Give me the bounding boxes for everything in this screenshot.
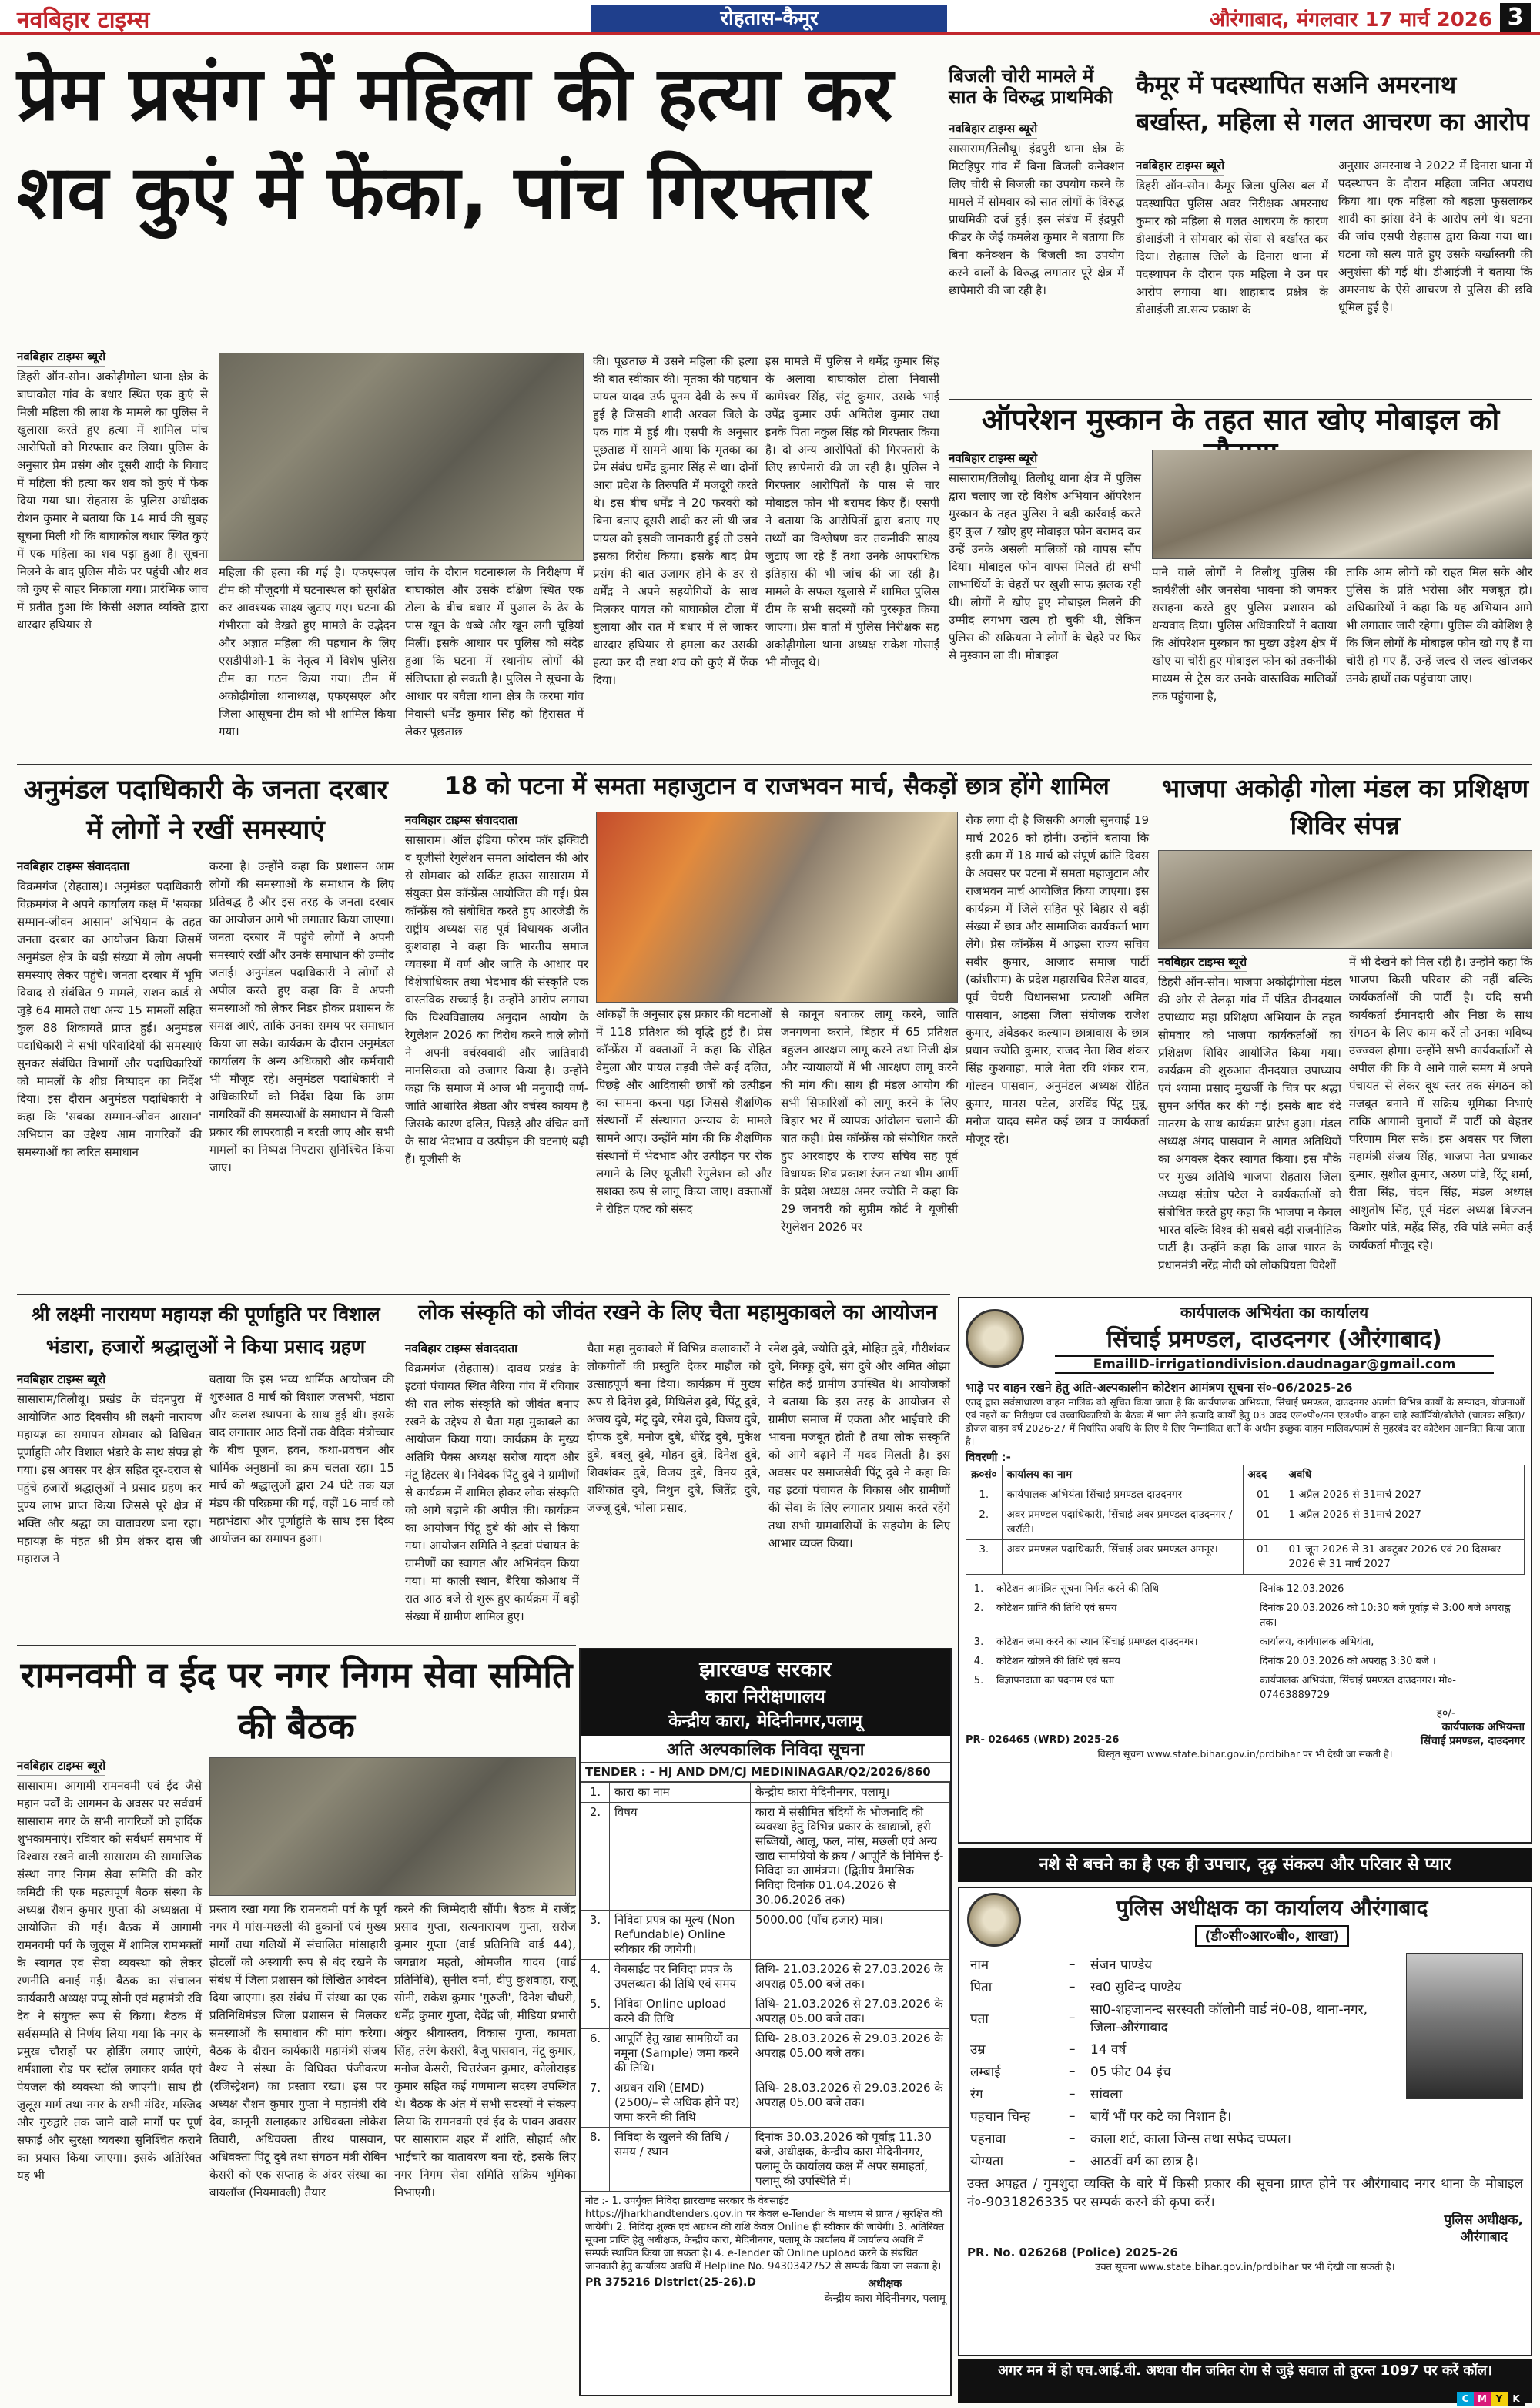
date-value: दिनांक 20.03.2026 को 10:30 बजे पूर्वाह्न से 3:00 बजे अपराह्न तक। — [1260, 1603, 1511, 1629]
kaimur-byline: नवबिहार टाइम्स ब्यूरो — [1136, 157, 1224, 176]
irrigation-dates-table — [966, 1579, 1525, 1705]
row-value: तिथि- 28.03.2026 से 29.03.2026 के अपराह्न 05.00 बजे तक। — [751, 2078, 950, 2128]
lead-column-2: महिला की हत्या की गई है। एफएसएल टीम की मौजूदगी में घटनास्थल को सुरक्षित कर आवश्यक साक्ष्य जुटाए गए। घटना की गंभीरता को देखते हुए मामले के उद्भेदन और अज्ञात महिला की पहचान के लिए एसडीपीओ-1 के नेतृत्व में विशेष पुलिस टीम का गठन किया गया। टीम में अकोढ़ीगोला थानाध्यक्ष, एफएसएल और जिला आसूचना टीम को भी शामिल किया गया। — [219, 565, 396, 738]
anumandal-column-1 — [17, 858, 202, 1289]
cmyk-strip — [1457, 2390, 1531, 2406]
table-row — [581, 1960, 950, 1994]
newspaper-brand: नवबिहार टाइम्स — [17, 7, 150, 34]
patna-headline: 18 को पटना में समता महाजुटान व राजभवन मार्च, सैकड़ों छात्र होंगे शामिल — [444, 772, 1110, 800]
police-subtitle: (डी०सी०आर०बी०, शाखा) — [1195, 1925, 1348, 1947]
column-header: अदद — [1243, 1465, 1284, 1485]
police-sign-title: पुलिस अधीक्षक, — [1444, 2212, 1523, 2228]
table-row — [581, 2078, 950, 2128]
detail-label: लम्बाई — [970, 2065, 1001, 2080]
table-row — [967, 2127, 1400, 2149]
muskan-column-3: ताकि आम लोगों को राहत मिल सके और पुलिस के प्रति भरोसा और मजबूत हो। अधिकारियों ने कहा कि यह अभियान आगे भी लगातार जारी रहेगा। पुलिस की कोशिश है कि जिन लोगों के मोबाइल फोन खो गए हैं या चोरी हो गए हैं, उन्हें जल्द से जल्द खोजकर उनके हाथों तक पहुंचाया जाए। — [1346, 565, 1532, 685]
anumandal-text-1: विक्रमगंज (रोहतास)। अनुमंडल पदाधिकारी विक्रमगंज ने अपने कार्यालय कक्ष में 'सबका सम्मान-जीवन आसान' अभियान के तहत जनता दरबार का आयोजन किया जिसमें अनुमंडल क्षेत्र के बड़ी संख्या में लोग अपनी समस्याएं लेकर पहुंचे। जनता दरबार में भूमि विवाद से संबंधित 9 मामले, राशन कार्ड से जुड़े 64 मामले तथा अन्य 15 मामलों सहित कुल 88 शिकायतें प्राप्त हुईं। अनुमंडल पदाधिकारी ने सभी परिवादियों की समस्याएं सुनकर संबंधित विभागों और पदाधिकारियों को मामलों के शीघ्र निष्पादन का निर्देश दिया। इस दौरान अनुमंडल पदाधिकारी ने कहा कि 'सबका सम्मान-जीवन आसान' अभियान का उद्देश्य आम नागरिकों की समस्याओं का त्वरित समाधान — [17, 879, 202, 1159]
row-number: 1. — [966, 1485, 1003, 1505]
irrigation-title: सिंचाई प्रमण्डल, दाउदनगर (औरंगाबाद) — [1106, 1326, 1442, 1353]
row-value: तिथि- 28.03.2026 से 29.03.2026 के अपराह्न 05.00 बजे तक। — [751, 2029, 950, 2078]
jharkhand-gov-title: झारखण्ड सरकार — [699, 1656, 832, 1682]
police-details-table — [967, 1953, 1400, 2172]
date-label: कोटेशन जमा करने का स्थान सिंचाई प्रमण्डल दाउदनगर। — [996, 1636, 1198, 1648]
lead-column-4: की। पूछताछ में उसने महिला की हत्या की बात स्वीकार की। मृतका की पहचान पायल यादव उर्फ पूनम देवी के रूप में हुई है जिसकी शादी अरवल जिले के एक गांव में हुई थी। एसपी के अनुसार पूछताछ में सामने आया कि मृतका का प्रेम संबंध धर्मेंद्र कुमार सिंह से था। दोनों आरा प्रदेश के तिरुपति में मजदूरी करते थे। इस बीच धर्मेंद्र ने 20 फरवरी को बिना बताए दूसरी शादी कर ली थी जब पायल को इसकी जानकारी हुई तो उसने इसका विरोध किया। इसके बाद प्रेम प्रसंग की बात उजागर होने के डर से धर्मेंद्र ने अपने सहयोगियों के साथ मिलकर पायल को बाघाकोल टोला में बुलाया और रात में बधार में ले जाकर धारदार हथियार से हमला कर उसकी हत्या कर दी तथा शव को कुएं में फेंक दिया। — [593, 354, 758, 687]
police-details — [967, 1953, 1523, 2172]
patna-column-2: आंकड़ों के अनुसार इस प्रकार की घटनाओं में 118 प्रतिशत की वृद्धि हुई है। प्रेस कॉन्फ्रेंस में वक्ताओं ने कहा कि रोहित वेमुला और पायल तड़वी जैसे कई दलित, पिछड़े और आदिवासी छात्रों को उत्पीड़न का सामना करना पड़ा जिससे शैक्षणिक संस्थानों में संस्थागत अन्याय के मामले सामने आए। उन्होंने मांग की कि शैक्षणिक संस्थानों में भेदभाव और उत्पीड़न पर रोक लगाने के लिए यूजीसी रेगुलेशन को और सशक्त रूप से लागू किया जाए। वक्ताओं ने रोहित एक्ट को संसद — [596, 1007, 772, 1216]
table-row — [966, 1652, 1525, 1671]
cmyk-y: Y — [1491, 2392, 1508, 2406]
muskan-column-1 — [949, 450, 1141, 761]
separator: – — [1069, 2085, 1076, 2102]
nigam-column-3: करने की जिम्मेदारी सौंपी। बैठक में राजेंद्र प्रसाद गुप्ता, सत्यनारायण गुप्ता, सरोज कुमार गुप्ता (वार्ड प्रतिनिधि वार्ड 44), जगन्नाथ महतो, ओमजीत यादव (वार्ड प्रतिनिधि), सुनील वर्मा, दीपु कुशवाहा, राजू सोनी, राकेश कुमार 'गुरुजी', दिनेश चौधरी, धर्मेंद्र कुमार गुप्ता, देवेंद्र जी, मीडिया प्रभारी अंकुर श्रीवास्तव, विकास गुप्ता, कामता सिंह, तरंग केसरी, बैजू पासवान, मंटू कुमार, मनोज केसरी, चित्तरंजन कुमार, कोलोराइड कुमार सहित कई गणमान्य सदस्य उपस्थित थे। बैठक के अंत में सभी सदस्यों ने संकल्प लिया कि रामनवमी एवं ईद के पावन अवसर पर सासाराम शहर में शांति, सौहार्द और भाईचारे का वातावरण बना रहे, इसके लिए नगर निगम सेवा समिति सक्रिय भूमिका निभाएगी। — [394, 1902, 576, 2199]
bjp-text-1: डिहरी ऑन-सोन। भाजपा अकोढ़ीगोला मंडल की ओर से तेलढ़ा गांव में पंडित दीनदयाल उपाध्याय महा प्रशिक्षण अभियान के तहत सोमवार को भाजपा कार्यकर्ताओं का प्रशिक्षण शिविर आयोजित किया गया। कार्यक्रम की शुरुआत दीनदयाल उपाध्याय एवं श्यामा प्रसाद मुखर्जी के चित्र पर श्रद्धा सुमन अर्पित कर की गई। इसके बाद वंदे मातरम के साथ कार्यक्रम प्रारंभ हुआ। मंडल अध्यक्ष अंगद पासवान ने आगत अतिथियों का अंगवस्त्र देकर स्वागत किया। इस मौके पर मुख्य अतिथि भाजपा रोहतास जिला अध्यक्ष संतोष पटेल ने कार्यकर्ताओं को संबोधित करते हुए कहा कि भाजपा न केवल भारत बल्कि विश्व की सबसे बड़ी राजनीतिक पार्टी है। उन्होंने कहा कि आज भारत के प्रधानमंत्री नरेंद्र मोदी को लोकप्रियता विदेशों — [1158, 975, 1341, 1272]
row-value: कारा में संसीमित बंदियों के भोजनादि की व्यवस्था हेतु विभिन्न प्रकार के खाद्यान्नों, हरी सब्जियों, आलू, फल, मांस, मछली एवं अन्य खाद्य सामग्रियों के क्रय / आपूर्ति के निमित्त ई-निविदा का आमंत्रण। (द्वितीय त्रैमासिक निविदा दिनांक 01.04.2026 से 30.06.2026 तक) — [751, 1803, 950, 1911]
row-label: कारा का नाम — [610, 1783, 751, 1803]
jharkhand-dept: कारा निरीक्षणालय — [705, 1686, 825, 1707]
divider — [17, 764, 1532, 765]
detail-label: पहनावा — [970, 2132, 1006, 2147]
separator: – — [1069, 2152, 1076, 2169]
bjp-photo — [1158, 850, 1532, 949]
muskan-photo — [1152, 450, 1532, 559]
row-value: दिनांक 30.03.2026 को पूर्वाह्न 11.30 बजे, अधीक्षक, केन्द्रीय कारा मेदिनीनगर, पलामू के कार्यालय कक्ष में अपर समाहर्ता, पलामू की उपस्थिति में। — [751, 2128, 950, 2192]
detail-value: 14 वर्ष — [1090, 2042, 1127, 2058]
irrigation-table-head: विवरणी :- — [966, 1450, 1011, 1464]
police-pr-number: PR. No. 026268 (Police) 2025-26 — [967, 2246, 1178, 2259]
bijli-byline: नवबिहार टाइम्स ब्यूरो — [949, 120, 1037, 139]
detail-label: उम्र — [970, 2042, 986, 2058]
separator: – — [1069, 2041, 1076, 2057]
bhandara-headline: श्री लक्ष्मी नारायण महायज्ञ की पूर्णाहुति पर विशाल भंडारा, हजारों श्रद्धालुओं ने किया प्रसाद ग्रहण — [31, 1303, 380, 1358]
period: 1 अप्रैल 2026 से 31मार्च 2027 — [1284, 1485, 1524, 1505]
patna-column-4: रोक लगा दी है जिसकी अगली सुनवाई 19 मार्च 2026 को होनी। उन्होंने बताया कि इसी क्रम में 18 मार्च को संपूर्ण क्रांति दिवस के अवसर पर पटना में समता महाजुटान और राजभवन मार्च आयोजित किया जाएगा। इस कार्यक्रम में जिले सहित पूरे बिहार से बड़ी संख्या में छात्र और सामाजिक कार्यकर्ता भाग लेंगे। प्रेस कॉन्फ्रेंस में आइसा राज्य सचिव सबीर कुमार, आजाद समाज पार्टी (कांशीराम) के प्रदेश महासचिव रितेश यादव, पूर्व चेयरी विधानसभा प्रत्याशी अमित पासवान, आइसा जिला संयोजक राजेश कुमार, अंबेडकर कल्याण छात्रावास के छात्र प्रधान ज्योति कुमार, राजद नेता शिव शंकर सिंह कुशवाहा, माले नेता रवि शंकर राम, गोल्डन पासवान, अनुमंडल अध्यक्ष रोहित कुमार, मानस पटेल, अरविंद पिंटू मुन्नू, मनोज यादव समेत कई छात्र व कार्यकर्ता मौजूद रहे। — [966, 813, 1149, 1146]
masthead — [0, 0, 1540, 35]
detail-value: संजन पाण्डेय — [1090, 1958, 1153, 1973]
separator: – — [1069, 1956, 1076, 1972]
row-number: 4. — [581, 1960, 610, 1994]
irrigation-intro: एतद् द्वारा सर्वसाधारण वाहन मालिक को सूचित किया जाता है कि कार्यपालक अभियंता, सिंचाई प्रमण्डल, दाउदनगर अंतर्गत विभिन्न कार्यों के सम्पादन, योजनाओं एवं नहरों का निरीक्षण एवं उच्चाधिकारियों के बैठक में भाग लेने इत्यादि कार्यों हेतु 03 अदद एल०पी०/नन एल०पी० वाहन चाहे स्कॉर्पियो/बोलेरो (चालक सहित)/डीजल वाहन वर्ष 2026-27 में निर्धारित अवधि के लिए ये लिए निम्नांकित शर्तों के अधीन इच्छुक वाहन मालिक/फार्म से मुहरबंद दर कोटेशन आमंत्रित किया जाता है। — [966, 1396, 1525, 1447]
table-row — [966, 1579, 1525, 1599]
row-number: 7. — [581, 2078, 610, 2128]
irrigation-office-line: कार्यपालक अभियंता का कार्यालय — [1180, 1303, 1369, 1321]
bjp-column-1 — [1158, 953, 1341, 1289]
police-url: उक्त सूचना www.state.bihar.gov.in/prdbihar पर भी देखी जा सकती है। — [1095, 2262, 1395, 2273]
patna-text-1: सासाराम। ऑल इंडिया फोरम फॉर इक्विटी व यूजीसी रेगुलेशन समता आंदोलन की ओर से सोमवार को सर्किट हाउस सासाराम में संयुक्त प्रेस कॉन्फ्रेंस आयोजित की गई। प्रेस कॉन्फ्रेंस को संबोधित करते हुए आरजेडी के राष्ट्रीय अध्यक्ष सह पूर्व विधायक अजीत कुशवाहा ने कहा कि भारतीय समाज व्यवस्था में वर्ण और जाति के आधार पर विशेषाधिकार तथा भेदभाव की संस्कृति एक वास्तविक सच्चाई है। उन्होंने आरोप लगाया कि विश्वविद्यालय अनुदान आयोग के रेगुलेशन 2026 का विरोध करने वाले लोगों ने अपनी वर्चस्ववादी और जातिवादी मानसिकता को उजागर किया है। उन्होंने कहा कि समाज में आज भी मनुवादी वर्ण-जाति आधारित श्रेष्ठता और वर्चस्व कायम है जिसके कारण दलित, पिछड़े और वंचित वर्गों के साथ भेदभाव व उत्पीड़न की घटनाएं बढ़ी हैं। यूजीसी के — [405, 833, 588, 1166]
cmyk-m: M — [1474, 2392, 1491, 2406]
bijli-text: सासाराम/तिलौथू। इंद्रपुरी थाना क्षेत्र के मिटहिपुर गांव में बिना बिजली कनेक्शन लिए चोरी से बिजली का उपयोग करने के मामले में सोमवार को सात लोगों के विरुद्ध प्राथमिकी दर्ज हुई। इस संबंध में इंद्रपुरी फीडर के जेई कमलेश कुमार ने बताया कि बिना कनेक्शन के बिजली का उपयोग करने वालों के विरुद्ध लगातार पूरे क्षेत्र में छापेमारी की जा रही है। — [949, 142, 1124, 297]
police-signature — [967, 2212, 1523, 2246]
kaimur-column-1 — [1136, 157, 1328, 388]
table-row — [966, 1599, 1525, 1633]
detail-value: काला शर्ट, काला जिन्स तथा सफेद चप्पल। — [1090, 2132, 1291, 2147]
column-header: अवधि — [1284, 1465, 1524, 1485]
row-number: 1. — [581, 1783, 610, 1803]
kaimur-column-2: अनुसार अमरनाथ ने 2022 में दिनारा थाना में पदस्थापन के दौरान महिला जनित अपराध किया था। एक महिला को बहला फुसलाकर शादी का झांसा देने के आरोप लगे थे। घटना की जांच एसपी रोहतास द्वारा किया गया था। घटना को सत्य पाते हुए उसके बर्खास्तगी की अनुशंसा की गई थी। डीआईजी ने बताया कि अमरनाथ के ऐसे आचरण से पुलिस की छवि धूमिल हुई है। — [1338, 159, 1532, 314]
detail-label: पता — [970, 2011, 989, 2027]
detail-label: नाम — [970, 1958, 989, 1973]
patna-column-1 — [405, 812, 588, 1289]
detail-label: पहचान चिन्ह — [970, 2109, 1031, 2125]
dateline: औरंगाबाद, मंगलवार 17 मार्च 2026 — [1209, 8, 1492, 32]
patna-column-3: से कानून बनाकर लागू करने, जाति जनगणना कराने, बिहार में 65 प्रतिशत बहुजन आरक्षण लागू करने तथा निजी क्षेत्र और न्यायालयों में भी आरक्षण लागू करने की मांग की। साथ ही मंडल आयोग की सभी सिफारिशों को लागू करने के लिए बिहार भर में व्यापक आंदोलन चलाने की बात कही। प्रेस कॉन्फ्रेंस को संबोधित करते हुए आरवाइए के राज्य सचिव सह पूर्व विधायक शिव प्रकाश रंजन तथा भीम आर्मी के प्रदेश अध्यक्ष अमर ज्योति ने कहा कि 29 जनवरी को सुप्रीम कोर्ट ने यूजीसी रेगुलेशन 2026 पर — [781, 1007, 958, 1234]
row-label: निविदा Online upload करने की तिथि — [610, 1994, 751, 2029]
table-row — [581, 1783, 950, 1803]
table-row — [967, 2060, 1400, 2082]
separator: – — [1069, 1978, 1076, 1994]
jharkhand-pr-number: PR 375216 District(25-26).D — [585, 2276, 756, 2289]
irrigation-vehicle-table — [966, 1465, 1525, 1575]
page-number: 3 — [1500, 3, 1531, 32]
column-header: क्र०सं० — [966, 1465, 1003, 1485]
period: 1 अप्रैल 2026 से 31मार्च 2027 — [1284, 1505, 1524, 1540]
jharkhand-tender-number: TENDER : - HJ AND DM/CJ MEDININAGAR/Q2/2026/860 — [581, 1763, 950, 1782]
row-number: 1. — [973, 1583, 984, 1595]
chaita-byline: नवबिहार टाइम्स संवाददाता — [405, 1340, 517, 1358]
bhandara-byline: नवबिहार टाइम्स ब्यूरो — [17, 1371, 105, 1389]
bhandara-text-1: सासाराम/तिलौथू। प्रखंड के चंदनपुरा में आयोजित आठ दिवसीय श्री लक्ष्मी नारायण महायज्ञ का समापन सोमवार को विधिवत पूर्णाहुति और विशाल भंडारे के साथ संपन्न हो गया। इस अवसर पर क्षेत्र सहित दूर-दराज से पहुंचे हजारों श्रद्धालुओं ने प्रसाद ग्रहण कर पुण्य लाभ प्राप्त किया जिससे पूरे क्षेत्र में भक्ति और श्रद्धा का वातावरण बना रहा। महायज्ञ के मंहत श्री प्रेम शंकर दास जी महाराज ने — [17, 1392, 202, 1566]
irrigation-sd: ह०/- — [1436, 1707, 1455, 1720]
row-value: केन्द्रीय कारा मेदिनीनगर, पलामू। — [751, 1783, 950, 1803]
nigam-photo — [209, 1757, 576, 1896]
jharkhand-tender-ad — [579, 1648, 952, 2396]
jharkhand-sign-title: अधीक्षक — [868, 2278, 902, 2290]
chaita-headline: लोक संस्कृति को जीवंत रखने के लिए चैता महामुकाबले का आयोजन — [418, 1301, 937, 1325]
table-row — [966, 1633, 1525, 1652]
row-number: 2. — [973, 1603, 984, 1614]
vehicle-count: 01 — [1243, 1485, 1284, 1505]
table-row — [966, 1505, 1525, 1540]
table-row — [581, 1911, 950, 1960]
nigam-headline: रामनवमी व ईद पर नगर निगम सेवा समिति की बैठक — [20, 1654, 573, 1747]
row-value: तिथि- 21.03.2026 से 27.03.2026 के अपराह्न 05.00 बजे तक। — [751, 1994, 950, 2029]
police-sign-office: औरंगाबाद — [1460, 2229, 1508, 2245]
jharkhand-sign-office: केन्द्रीय कारा मेदिनीनगर, पलामू — [824, 2292, 946, 2305]
row-label: विषय — [610, 1803, 751, 1911]
bjp-column-2: में भी देखने को मिल रही है। उन्होंने कहा कि भाजपा किसी परिवार की नहीं बल्कि कार्यकर्ताओं की पार्टी है। यदि सभी कार्यकर्ता ईमानदारी और निष्ठा के साथ संगठन के लिए काम करें तो उनका भविष्य उज्ज्वल होगा। उन्होंने सभी कार्यकर्ताओं से अपील की कि वे आने वाले समय में अपने पंचायत से लेकर बूथ स्तर तक संगठन को मजबूत बनाने में सक्रिय भूमिका निभाएं ताकि आगामी चुनावों में पार्टी को बेहतर परिणाम मिल सके। इस अवसर पर जिला महामंत्री संजय सिंह, भाजपा नेता प्रभाकर कुमार, सुशील कुमार, अरुण पांडे, रिंटू शर्मा, रीता सिंह, चंदन सिंह, मंडल अध्यक्ष आशुतोष सिंह, पूर्व मंडल अध्यक्ष बिज्जन किशोर पांडे, महेंद्र सिंह, रवि पांडे समेत कई कार्यकर्ता मौजूद रहे। — [1349, 955, 1532, 1252]
lead-photo — [219, 353, 584, 561]
jharkhand-office: केन्द्रीय कारा, मेदिनीनगर,पलामू — [668, 1712, 862, 1731]
table-row — [967, 2082, 1400, 2105]
table-row — [967, 2149, 1400, 2172]
detail-value: 05 फीट 04 इंच — [1090, 2065, 1171, 2080]
row-label: निविदा प्रपत्र का मूल्य (Non Refundable) Online स्वीकार की जायेगी। — [610, 1911, 751, 1960]
table-row — [967, 2105, 1400, 2127]
table-row — [581, 1803, 950, 1911]
date-label: कोटेशन आमंत्रित सूचना निर्गत करने की तिथि — [996, 1583, 1160, 1595]
table-row — [581, 2128, 950, 2192]
missing-person-photo — [1406, 1953, 1523, 2099]
row-number: 5. — [581, 1994, 610, 2029]
divider — [17, 1645, 576, 1646]
table-row — [581, 2029, 950, 2078]
bihar-emblem-icon — [967, 1893, 1021, 1947]
cmyk-k: K — [1508, 2392, 1525, 2406]
irrigation-notice-head: भाड़े पर वाहन रखने हेतु अति-अल्पकालीन कोटेशन आमंत्रण सूचना सं०-06/2025-26 — [966, 1381, 1353, 1395]
table-row — [966, 1671, 1525, 1705]
date-value: कार्यालय, कार्यपालक अभियंता, — [1260, 1636, 1374, 1648]
muskan-headline: ऑपरेशन मुस्कान के तहत सात खोए मोबाइल को — [981, 403, 1500, 437]
office-name: अवर प्रमण्डल पदाधिकारी, सिंचाई अवर प्रमण्डल अगनूर। — [1002, 1540, 1243, 1575]
row-number: 2. — [581, 1803, 610, 1911]
separator: – — [1069, 2063, 1076, 2079]
detail-value: सा0-शहजानन्द सरस्वती कॉलोनी वार्ड नं0-08, थाना-नगर, जिला-औरंगाबाद — [1090, 2002, 1368, 2035]
lead-headline: प्रेम प्रसंग में महिला की हत्या कर शव कुएं में फेंका, पांच गिरफ्तार — [17, 51, 893, 236]
row-number: 3. — [966, 1540, 1003, 1575]
vehicle-count: 01 — [1243, 1505, 1284, 1540]
bjp-headline: भाजपा अकोढ़ी गोला मंडल का प्रशिक्षण शिविर संपन्न — [1161, 773, 1529, 840]
date-value: दिनांक 12.03.2026 — [1260, 1583, 1344, 1595]
jharkhand-footer — [581, 2276, 950, 2306]
separator: – — [1069, 2010, 1076, 2025]
date-label: कोटेशन खोलने की तिथि एवं समय — [996, 1656, 1120, 1667]
jharkhand-notice-title: अति अल्पकालिक निविदा सूचना — [581, 1736, 950, 1763]
hiv-banner: अगर मन में हो एच.आई.वी. अथवा यौन जनित रोग से जुड़े सवाल तो तुरन्त 1097 पर करें कॉल। — [958, 2359, 1532, 2403]
lead-text-1: डिहरी ऑन-सोन। अकोढ़ीगोला थाना क्षेत्र के बाघाकोल गांव के बधार स्थित एक कुएं से मिली महिला की लाश के मामले का पुलिस ने खुलासा करते हुए हत्या में शामिल पांच आरोपितों को गिरफ्तार कर लिया। पुलिस के अनुसार प्रेम प्रसंग और दूसरी शादी के विवाद में महिला की हत्या कर शव को कुएं में फेंक दिया गया था। रोहतास के पुलिस अधीक्षक रोशन कुमार ने बताया कि 14 मार्च की सुबह सूचना मिली थी कि बाघाकोल बधार स्थित कुएं में एक महिला का शव पड़ा हुआ है। सूचना मिलने के बाद पुलिस मौके पर पहुंची और शव को कुएं से बाहर निकाला गया। प्रारंभिक जांच में प्रतीत हुआ कि किसी अज्ञात व्यक्ति द्वारा धारदार हथियार से — [17, 370, 208, 631]
table-header-row — [966, 1465, 1525, 1485]
detail-label: योग्यता — [970, 2154, 1003, 2169]
nigam-text-1: सासाराम। आगामी रामनवमी एवं ईद जैसे महान पर्वों के आगमन के अवसर पर सर्वधर्म सासाराम नगर के सभी नागरिकों को हार्दिक शुभकामनाएं। रविवार को सर्वधर्म समभाव में विश्वास रखने वाली सासाराम की सामाजिक संस्था नगर निगम सेवा समिति की कोर कमिटी की एक महत्वपूर्ण बैठक संस्था के अध्यक्ष रौशन कुमार गुप्ता की अध्यक्षता में आयोजित की गई। बैठक में आगामी रामनवमी पर्व के जुलूस में शामिल रामभक्तों के स्वागत एवं सेवा व्यवस्था को लेकर रणनीति बनाई गई। बैठक का संचालन कार्यकारी अध्यक्ष पप्पू सोनी एवं महामंत्री रवि देव ने संयुक्त रूप से किया। बैठक में सर्वसम्मति से निर्णय लिया गया कि नगर के प्रमुख चौराहों पर होर्डिंग लगाए जाएंगे, धर्मशाला रोड पर स्टॉल लगाकर शर्बत एवं पेयजल की व्यवस्था की जाएगी। साथ ही जुलूस मार्ग तथा नगर के सभी मंदिर, मस्जिद और गुरुद्वारे तक जाने वाले मार्गों पर पूर्ण सफाई और सुरक्षा व्यवस्था सुनिश्चित कराने का प्रयास किया जाएगा। इसके अतिरिक्त यह भी — [17, 1779, 202, 2182]
date-label: विज्ञापनदाता का पदनाम एवं पता — [996, 1675, 1115, 1686]
row-number: 4. — [973, 1656, 984, 1667]
nasha-banner: नशे से बचने का है एक ही उपचार, दृढ़ संकल्प और परिवार से प्यार — [958, 1848, 1532, 1882]
kaimur-text-1: डिहरी ऑन-सोन। कैमूर जिला पुलिस बल में पदस्थापित पुलिस अवर निरीक्षक अमरनाथ कुमार को महिला से गलत आचरण के कारण डीआईजी ने सोमवार को सेवा से बर्खास्त कर दिया। रोहतास जिले के दिनारा थाना में पदस्थापन के दौरान एक महिला ने उन पर आरोप लगाया था। शाहाबाद प्रक्षेत्र के डीआईजी डा.सत्य प्रकाश के — [1136, 179, 1328, 316]
row-number: 3. — [581, 1911, 610, 1960]
detail-value: बायें भौं पर कटे का निशान है। — [1090, 2109, 1232, 2125]
jharkhand-note: नोट :- 1. उपर्युक्त निविदा झारखण्ड सरकार के वेबसाईट https://jharkhandtenders.gov.in पर केवल e-Tender के माध्यम से प्राप्त / सुरक्षित की जायेगी। 2. निविदा शुल्क एवं अग्रधन की राशि केवल Online ही स्वीकार की जायेगी। 3. अतिरिक्त सूचना प्राप्ति हेतु अधीक्षक, केन्द्रीय कारा, मेदिनीनगर, पलामू के कार्यालय में कार्यालय अवधि में सम्पर्क स्थापित किया जा सकता है। 4. e-Tender को Online upload करने के संबंधित जानकारी हेतु कार्यालय अवधि में Helpline No. 9430342752 से सम्पर्क किया जा सकता है। — [585, 2195, 945, 2272]
irrigation-header — [966, 1301, 1525, 1375]
patna-byline: नवबिहार टाइम्स संवाददाता — [405, 812, 517, 830]
nigam-byline: नवबिहार टाइम्स ब्यूरो — [17, 1757, 105, 1776]
detail-label: रंग — [970, 2087, 983, 2102]
chaita-column-2: चैता महा मुकाबले में विभिन्न कलाकारों ने लोकगीतों की प्रस्तुति देकर माहौल को उत्साहपूर्ण बना दिया। कार्यक्रम में मुख्य रूप से दिनेश दुबे, मिथिलेश दुबे, पिंटू दुबे, अजय दुबे, मंटू दुबे, रमेश दुबे, विजय दुबे, दीपक दुबे, मनोज दुबे, धीरेंद्र दुबे, मुकेश दुबे, बबलू दुबे, मोहन दुबे, दिनेश दुबे, शिवशंकर दुबे, विजय दुबे, विनय दुबे, शशिकांत दुबे, मिथुन दुबे, जितेंद्र दुबे, जज्जू दुबे, भोला प्रसाद, — [587, 1341, 761, 1515]
divider — [949, 399, 1532, 400]
patna-photo — [596, 812, 958, 1003]
row-number: 2. — [966, 1505, 1003, 1540]
row-number: 3. — [973, 1636, 984, 1648]
detail-value: स्व0 सुविन्द पाण्डेय — [1090, 1980, 1182, 1995]
detail-value: सांवला — [1090, 2087, 1123, 2102]
irrigation-url: विस्तृत सूचना www.state.bihar.gov.in/prdbihar पर भी देखी जा सकती है। — [1097, 1748, 1393, 1760]
police-title: पुलिस अधीक्षक का कार्यालय औरंगाबाद — [1116, 1895, 1428, 1921]
lead-column-3: जांच के दौरान घटनास्थल के निरीक्षण में बाघाकोल और उसके दक्षिण स्थित एक टोला के बीच बधार में पुआल के ढेर के पास खून के धब्बे और खून लगी चूड़ियां मिलीं। इसके आधार पर पुलिस को संदेह हुआ कि घटना में स्थानीय लोगों की संलिप्तता हो सकती है। पुलिस ने सूचना के आधार पर बघैला थाना क्षेत्र के करमा गांव निवासी धर्मेंद्र कुमार सिंह को हिरासत में लेकर पूछताछ — [405, 565, 584, 738]
separator: – — [1069, 2108, 1076, 2124]
table-row — [967, 2038, 1400, 2060]
row-label: अग्रधन राशि (EMD) (2500/– से अधिक होने पर) जमा करने की तिथि — [610, 2078, 751, 2128]
jharkhand-ad-header — [581, 1649, 950, 1736]
police-notice-ad — [958, 1887, 1532, 2356]
bjp-byline: नवबिहार टाइम्स ब्यूरो — [1158, 953, 1247, 972]
bihar-emblem-icon — [966, 1309, 1024, 1368]
anumandal-byline: नवबिहार टाइम्स संवाददाता — [17, 858, 129, 876]
jharkhand-tender-table — [581, 1782, 950, 2192]
table-row — [967, 1953, 1400, 1975]
row-number: 8. — [581, 2128, 610, 2192]
column-header: कार्यालय का नाम — [1002, 1465, 1243, 1485]
kaimur-headline: कैमूर में पदस्थापित सअनि अमरनाथ बर्खास्त, महिला से गलत आचरण का आरोप — [1136, 70, 1529, 136]
row-value: तिथि- 21.03.2026 से 27.03.2026 के अपराह्न 05.00 बजे तक। — [751, 1960, 950, 1994]
vehicle-count: 01 — [1243, 1540, 1284, 1575]
row-label: वेबसाईट पर निविदा प्रपत्र के उपलब्धता की तिथि एवं समय — [610, 1960, 751, 1994]
row-label: निविदा के खुलने की तिथि / समय / स्थान — [610, 2128, 751, 2192]
office-name: कार्यपालक अभियंता सिंचाई प्रमण्डल दाउदनगर — [1002, 1485, 1243, 1505]
table-row — [967, 1998, 1400, 2038]
irrigation-notice-ad — [958, 1297, 1532, 1844]
police-header — [967, 1893, 1523, 1947]
bijli-headline: बिजली चोरी मामले में सात के विरुद्ध प्राथमिकी — [949, 65, 1113, 109]
nigam-column-1 — [17, 1757, 202, 2396]
lead-column-5: इस मामले में पुलिस ने धर्मेंद्र कुमार सिंह के अलावा बाघाकोल टोला निवासी कामेश्वर सिंह, संटू कुमार, उसके भाई उपेंद्र कुमार उर्फ अमितेश कुमार तथा इनके पिता नकुल सिंह को गिरफ्तार किया है। दो अन्य आरोपितों की गिरफ्तारी के लिए छापेमारी की जा रही है। पुलिस ने गिरफ्तार आरोपितों के पास से चार मोबाइल फोन भी बरामद किए हैं। एसपी ने बताया कि आरोपितों द्वारा बताए गए तथ्यों का विश्लेषण कर तकनीकी साक्ष्य जुटाए जा रहे हैं तथा उनके आपराधिक इतिहास की भी जांच की जा रही है। मामले के सफल खुलासे में शामिल पुलिस टीम के सभी सदस्यों को पुरस्कृत किया जाएगा। प्रेस वार्ता में पुलिस निरीक्षक सह अकोढ़ीगोला थाना अध्यक्ष राकेश गोसाईं भी मौजूद थे। — [765, 354, 939, 669]
lead-column-1 — [17, 348, 208, 760]
muskan-byline: नवबिहार टाइम्स ब्यूरो — [949, 450, 1037, 468]
irrigation-sign-title: कार्यपालक अभियन्ता — [1441, 1721, 1525, 1733]
muskan-text-1: सासाराम/तिलौथू। तिलौथू थाना क्षेत्र में पुलिस द्वारा चलाए जा रहे विशेष अभियान ऑपरेशन मुस्कान के तहत पुलिस ने बड़ी कार्रवाई करते हुए कुल 7 खोए हुए मोबाइल फोन बरामद कर उन्हें उनके असली मालिकों को वापस सौंप दिया। मोबाइल फोन वापस मिलते ही सभी लाभार्थियों के चेहरों पर खुशी साफ झलक रही थी। लोगों ने खोए हुए मोबाइल मिलने की उम्मीद लगभग खत्म हो चुकी थी, लेकिन पुलिस की सक्रियता ने लोगों के चेहरे पर फिर से मुस्कान ला दी। मोबाइल — [949, 471, 1141, 662]
date-label: कोटेशन प्राप्ति की तिथि एवं समय — [996, 1603, 1117, 1614]
chaita-column-1 — [405, 1340, 579, 1642]
irrigation-email: EmailID-irrigationdivision.daudnagar@gmail.com — [1055, 1355, 1494, 1374]
muskan-column-2: पाने वाले लोगों ने तिलौथू पुलिस की कार्यशैली और जनसेवा भावना की जमकर सराहना करते हुए पुलिस प्रशासन को धन्यवाद दिया। पुलिस अधिकारियों ने बताया कि ऑपरेशन मुस्कान का मुख्य उद्देश्य क्षेत्र में खोए या चोरी हुए मोबाइल फोन को तकनीकी माध्यम से ट्रेस कर उनके वास्तविक मालिकों तक पहुंचाना है, — [1152, 565, 1337, 703]
date-value: दिनांक 20.03.2026 को अपराह्न 3:30 बजे । — [1260, 1656, 1436, 1667]
table-row — [967, 1975, 1400, 1998]
table-row — [966, 1485, 1525, 1505]
separator: – — [1069, 2130, 1076, 2146]
table-row — [966, 1540, 1525, 1575]
detail-label: पिता — [970, 1980, 993, 1995]
office-name: अवर प्रमण्डल पदाधिकारी, सिंचाई अवर प्रमण्डल दाउदनगर / खरॉटी। — [1002, 1505, 1243, 1540]
jharkhand-signature — [825, 2276, 946, 2306]
date-value: कार्यपालक अभियंता, सिंचाई प्रमण्डल दाउदनगर। मो०- 07463889729 — [1260, 1675, 1456, 1701]
row-label: आपूर्ति हेतु खाद्य सामग्रियों का नमूना (Sample) जमा करने की तिथि। — [610, 2029, 751, 2078]
chaita-text-1: विक्रमगंज (रोहतास)। दावथ प्रखंड के इटवां पंचायत स्थित बैरिया गांव में रविवार की रात लोक संस्कृति को जीवंत बनाए रखने के उद्देश्य से चैता महा मुकाबले का आयोजन किया गया। कार्यक्रम के मुख्य अतिथि पैक्स अध्यक्ष सरोज यादव और मंटू हिटलर थे। निवेदक पिंटू दुबे ने ग्रामीणों से कार्यक्रम में शामिल होकर लोक संस्कृति को आगे बढ़ाने की अपील की। कार्यक्रम का आयोजन पिंटू दुबे की ओर से किया गया। आयोजन समिति ने इटवां पंचायत के ग्रामीणों का स्वागत और अभिनंदन किया गया। मां काली स्थान, बैरिया कोआथ में रात आठ बजे से शुरू हुए कार्यक्रम में बड़ी संख्या में ग्रामीण शामिल हुए। — [405, 1361, 579, 1623]
row-number: 5. — [973, 1675, 984, 1686]
row-number: 6. — [581, 2029, 610, 2078]
anumandal-headline: अनुमंडल पदाधिकारी के जनता दरबार में लोगों ने रखीं समस्याएं — [23, 775, 388, 846]
bhandara-column-1 — [17, 1371, 202, 1642]
detail-value: आठवीं वर्ग का छात्र है। — [1090, 2154, 1199, 2169]
chaita-column-3: रमेश दुबे, ज्योति दुबे, मोहित दुबे, गौरीशंकर दुबे, निक्कू दुबे, संग दुबे और अमित ओझा सहित कई ग्रामीण उपस्थित थे। आयोजकों ने बताया कि इस तरह के आयोजन से ग्रामीण समाज में एकता और भाईचारे की भावना मजबूत होती है तथा लोक संस्कृति को आगे बढ़ाने में मदद मिलती है। इस अवसर पर समाजसेवी पिंटू दुबे ने कहा कि वह इटवां पंचायत के विकास और ग्रामीणों की सेवा के लिए लगातार प्रयास करते रहेंगे तथा सभी ग्रामवासियों के सहयोग के लिए आभार व्यक्त किया। — [768, 1341, 950, 1550]
lead-byline: नवबिहार टाइम्स ब्यूरो — [17, 348, 105, 367]
table-row — [581, 1994, 950, 2029]
bijli-story — [949, 120, 1124, 399]
anumandal-column-2: करना है। उन्होंने कहा कि प्रशासन आम लोगों की समस्याओं के समाधान के लिए प्रतिबद्ध है और इस तरह के जनता दरबार का आयोजन आगे भी लगातार किया जाएगा। जनता दरबार में पहुंचे लोगों ने अपनी समस्याएं रखीं और उनके समाधान की उम्मीद जताई। अनुमंडल पदाधिकारी ने लोगों से अपील करते हुए कहा कि वे अपनी समस्याओं को लेकर निडर होकर प्रशासन के समक्ष आएं, ताकि उनका समय पर समाधान किया जा सके। कार्यक्रम के दौरान अनुमंडल कार्यालय के अन्य अधिकारी और कर्मचारी भी मौजूद रहे। अनुमंडल पदाधिकारी ने अधिकारियों को निर्देश दिया कि आम नागरिकों की समस्याओं के समाधान में किसी प्रकार की लापरवाही न बरती जाए और सभी मामलों का निष्पक्ष निपटारा सुनिश्चित किया जाए। — [209, 859, 394, 1174]
section-label: रोहतास-कैमूर — [591, 5, 947, 32]
bhandara-column-2: बताया कि इस भव्य धार्मिक आयोजन की शुरुआत 8 मार्च को विशाल जलभरी, भंडारा और कलश स्थापना के साथ हुई थी। इसके बाद लगातार आठ दिनों तक वैदिक मंत्रोच्चार के बीच पूजन, हवन, कथा-प्रवचन और धार्मिक अनुष्ठानों का क्रम चलता रहा। 15 मार्च को श्रद्धालुओं द्वारा 24 घंटे तक यज्ञ मंडप की परिक्रमा की गई, वहीं 16 मार्च को महाभंडारा और पूर्णाहुति के साथ इस दिव्य आयोजन का समापन हुआ। — [209, 1372, 394, 1546]
period: 01 जून 2026 से 31 अक्टूबर 2026 एवं 20 दिसम्बर 2026 से 31 मार्च 2027 — [1284, 1540, 1524, 1575]
nigam-column-2: प्रस्ताव रखा गया कि रामनवमी पर्व के पूर्व नगर में मांस-मछली की दुकानों एवं मुख्य मार्गों तथा गलियों में संचालित मांसाहारी होटलों को अस्थायी रूप से बंद रखने के संबंध में जिला प्रशासन को लिखित आवेदन दिया जाएगा। इस संबंध में संस्था का एक प्रतिनिधिमंडल जिला प्रशासन से मिलकर समस्याओं के समाधान की मांग करेगा। बैठक के दौरान कार्यकारी महामंत्री संजय वैश्य ने संस्था के विधिवत पंजीकरण (रजिस्ट्रेशन) का प्रस्ताव रखा। इस पर अध्यक्ष रौशन कुमार गुप्ता ने महामंत्री रवि देव, कानूनी सलाहकार अधिवक्ता लोकेश तिवारी, अधिवक्ता तीरथ पासवान, अधिवक्ता पिंटू दुबे तथा संगठन मंत्री रोबिन केसरी को एक सप्ताह के अंदर संस्था का बायलॉज (नियमावली) तैयार — [209, 1902, 387, 2199]
irrigation-sign-office: सिंचाई प्रमण्डल, दाउदनगर — [1420, 1735, 1525, 1747]
police-body: उक्त अपहृत / गुमशुदा व्यक्ति के बारे में किसी प्रकार की सूचना प्राप्त होने पर औरंगाबाद नगर थाना के मोबाइल नं०-9031826335 पर सम्पर्क करने की कृपा करें। — [967, 2176, 1523, 2210]
irrigation-pr-number: PR- 026465 (WRD) 2025-26 — [966, 1734, 1120, 1746]
row-value: 5000.00 (पाँच हजार) मात्र। — [751, 1911, 950, 1960]
divider — [17, 1294, 950, 1295]
cmyk-c: C — [1457, 2392, 1474, 2406]
